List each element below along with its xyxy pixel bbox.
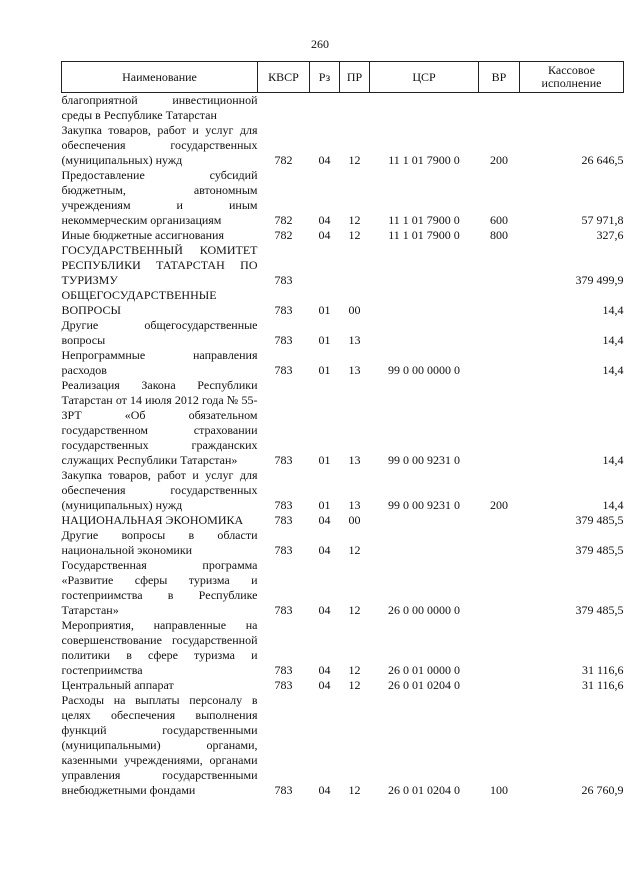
table-row (62, 168, 624, 228)
table-row (62, 693, 624, 798)
row-csr: 99 0 00 9231 0 (388, 453, 460, 467)
row-kvsr: 782 (274, 153, 293, 167)
row-amount: 31 116,6 (581, 663, 624, 677)
row-name: Предоставление субсидий бюджетным, автономным учреждениям и иным некоммерческим организациям (61, 168, 258, 227)
row-name: Другие вопросы в области национальной экономики (61, 528, 258, 557)
row-name: Закупка товаров, работ и услуг для обеспечения государственных (муниципальных) нужд (61, 468, 258, 512)
row-amount: 379 485,5 (575, 603, 624, 617)
row-amount: 14,4 (602, 498, 624, 512)
row-kvsr: 782 (274, 228, 293, 242)
row-csr (370, 318, 479, 348)
row-pr: 13 (348, 498, 361, 512)
row-name: Центральный аппарат (61, 678, 174, 692)
row-csr: 26 0 01 0204 0 (388, 783, 460, 797)
row-csr: 99 0 00 0000 0 (388, 363, 460, 377)
row-pr: 12 (348, 213, 361, 227)
row-pr: 00 (348, 303, 361, 317)
row-rz: 01 (318, 333, 331, 347)
row-vr (479, 528, 520, 558)
table-row (62, 288, 624, 318)
row-name: Государственная программа «Развитие сферы туризма и гостеприимства в Республике Татарстан» (61, 558, 258, 617)
row-vr (479, 618, 520, 678)
row-kvsr: 782 (274, 213, 293, 227)
row-vr: 100 (490, 783, 508, 797)
row-pr: 12 (348, 663, 361, 677)
row-rz: 04 (318, 153, 331, 167)
table-row (62, 243, 624, 288)
row-kvsr: 783 (274, 543, 293, 557)
row-vr (479, 513, 520, 528)
row-amount: 26 760,9 (581, 783, 624, 797)
row-pr: 12 (348, 783, 361, 797)
table-row (62, 318, 624, 348)
row-vr: 200 (490, 153, 508, 167)
row-csr: 26 0 01 0000 0 (388, 663, 460, 677)
row-kvsr: 783 (274, 663, 293, 677)
row-name: НАЦИОНАЛЬНАЯ ЭКОНОМИКА (61, 513, 244, 527)
row-rz: 04 (318, 603, 331, 617)
row-amount: 14,4 (602, 303, 624, 317)
row-vr (479, 288, 520, 318)
table-row (62, 513, 624, 528)
row-amount: 31 116,6 (581, 678, 624, 692)
row-name: Другие общегосударственные вопросы (61, 318, 258, 347)
row-vr: 800 (490, 228, 508, 242)
row-pr: 12 (348, 543, 361, 557)
row-name: Реализация Закона Республики Татарстан от 14 июля 2012 года № 55-ЗРТ «Об обязательном государственном страховании государственных гражданских служащих Республики Татарстан» (61, 378, 258, 467)
table-row (62, 378, 624, 468)
row-pr: 12 (348, 603, 361, 617)
row-amount: 14,4 (602, 333, 624, 347)
column-header-csr: ЦСР (370, 62, 479, 93)
row-kvsr: 783 (274, 783, 293, 797)
row-kvsr: 783 (274, 333, 293, 347)
row-name: Непрограммные направления расходов (61, 348, 258, 377)
table-row (62, 348, 624, 378)
row-rz: 04 (318, 663, 331, 677)
row-kvsr: 783 (274, 363, 293, 377)
row-rz: 04 (318, 213, 331, 227)
table-row (62, 228, 624, 243)
row-pr: 13 (348, 453, 361, 467)
row-csr (370, 93, 479, 124)
row-amount: 379 485,5 (575, 543, 624, 557)
table-row (62, 93, 624, 124)
row-amount: 14,4 (602, 453, 624, 467)
budget-table (61, 61, 624, 798)
row-csr: 99 0 00 9231 0 (388, 498, 460, 512)
row-vr (479, 678, 520, 693)
row-name: ОБЩЕГОСУДАРСТВЕННЫЕ ВОПРОСЫ (61, 288, 217, 317)
row-rz: 04 (318, 783, 331, 797)
row-vr (479, 558, 520, 618)
row-rz (310, 93, 340, 124)
column-header-vr: ВР (479, 62, 520, 93)
row-csr: 11 1 01 7900 0 (388, 153, 460, 167)
row-amount: 14,4 (602, 363, 624, 377)
table-body (62, 93, 624, 799)
row-rz: 04 (318, 678, 331, 692)
row-pr: 12 (348, 228, 361, 242)
row-pr: 12 (348, 153, 361, 167)
row-rz: 04 (318, 543, 331, 557)
row-amount: 379 485,5 (575, 513, 624, 527)
row-vr: 600 (490, 213, 508, 227)
row-name: благоприятной инвестиционной среды в Республике Татарстан (61, 93, 258, 122)
row-pr (340, 93, 370, 124)
row-amount: 57 971,8 (581, 213, 624, 227)
row-rz (310, 243, 340, 288)
row-pr: 00 (348, 513, 361, 527)
column-header-rz: Рз (310, 62, 340, 93)
row-name: Закупка товаров, работ и услуг для обеспечения государственных (муниципальных) нужд (61, 123, 258, 167)
row-rz: 01 (318, 363, 331, 377)
row-vr (479, 93, 520, 124)
row-csr: 11 1 01 7900 0 (388, 228, 460, 242)
row-rz: 04 (318, 513, 331, 527)
row-kvsr: 783 (274, 513, 293, 527)
row-name: ГОСУДАРСТВЕННЫЙ КОМИТЕТ РЕСПУБЛИКИ ТАТАРСТАН ПО ТУРИЗМУ (61, 243, 258, 287)
row-csr: 26 0 01 0204 0 (388, 678, 460, 692)
row-kvsr (258, 93, 310, 124)
page-number: 260 (311, 37, 329, 51)
row-name: Расходы на выплаты персоналу в целях обеспечения выполнения функций государственными (муниципальными) органами, казенными учреждениями, органами управления государственными внебюджетными фондами (61, 693, 258, 797)
row-rz: 01 (318, 498, 331, 512)
row-rz: 01 (318, 303, 331, 317)
row-csr (370, 243, 479, 288)
row-amount: 327,6 (596, 228, 624, 242)
row-kvsr: 783 (274, 603, 293, 617)
row-kvsr: 783 (274, 453, 293, 467)
row-csr (370, 528, 479, 558)
row-vr (479, 318, 520, 348)
row-amount (520, 93, 624, 124)
row-kvsr: 783 (274, 303, 293, 317)
column-header-amount: Кассовое исполнение (520, 62, 624, 93)
table-row (62, 678, 624, 693)
row-kvsr: 783 (274, 498, 293, 512)
row-rz: 01 (318, 453, 331, 467)
row-kvsr: 783 (274, 273, 293, 287)
table-row (62, 558, 624, 618)
row-vr (479, 348, 520, 378)
row-pr: 12 (348, 678, 361, 692)
row-csr: 26 0 00 0000 0 (388, 603, 460, 617)
table-row (62, 468, 624, 513)
table-row (62, 528, 624, 558)
row-pr: 13 (348, 363, 361, 377)
row-csr (370, 288, 479, 318)
row-csr: 11 1 01 7900 0 (388, 213, 460, 227)
row-amount: 379 499,9 (575, 273, 624, 287)
row-vr (479, 243, 520, 288)
row-csr (370, 513, 479, 528)
row-name: Иные бюджетные ассигнования (61, 228, 224, 242)
row-rz: 04 (318, 228, 331, 242)
column-header-name: Наименование (62, 62, 258, 93)
row-pr: 13 (348, 333, 361, 347)
table-header-row (62, 62, 624, 93)
row-kvsr: 783 (274, 678, 293, 692)
column-header-kvsr: КВСР (258, 62, 310, 93)
row-name: Мероприятия, направленные на совершенствование государственной политики в сфере туризма и гостеприимства (61, 618, 258, 677)
table-row (62, 123, 624, 168)
row-pr (340, 243, 370, 288)
row-vr (479, 378, 520, 468)
table-row (62, 618, 624, 678)
row-amount: 26 646,5 (581, 153, 624, 167)
column-header-pr: ПР (340, 62, 370, 93)
row-vr: 200 (490, 498, 508, 512)
